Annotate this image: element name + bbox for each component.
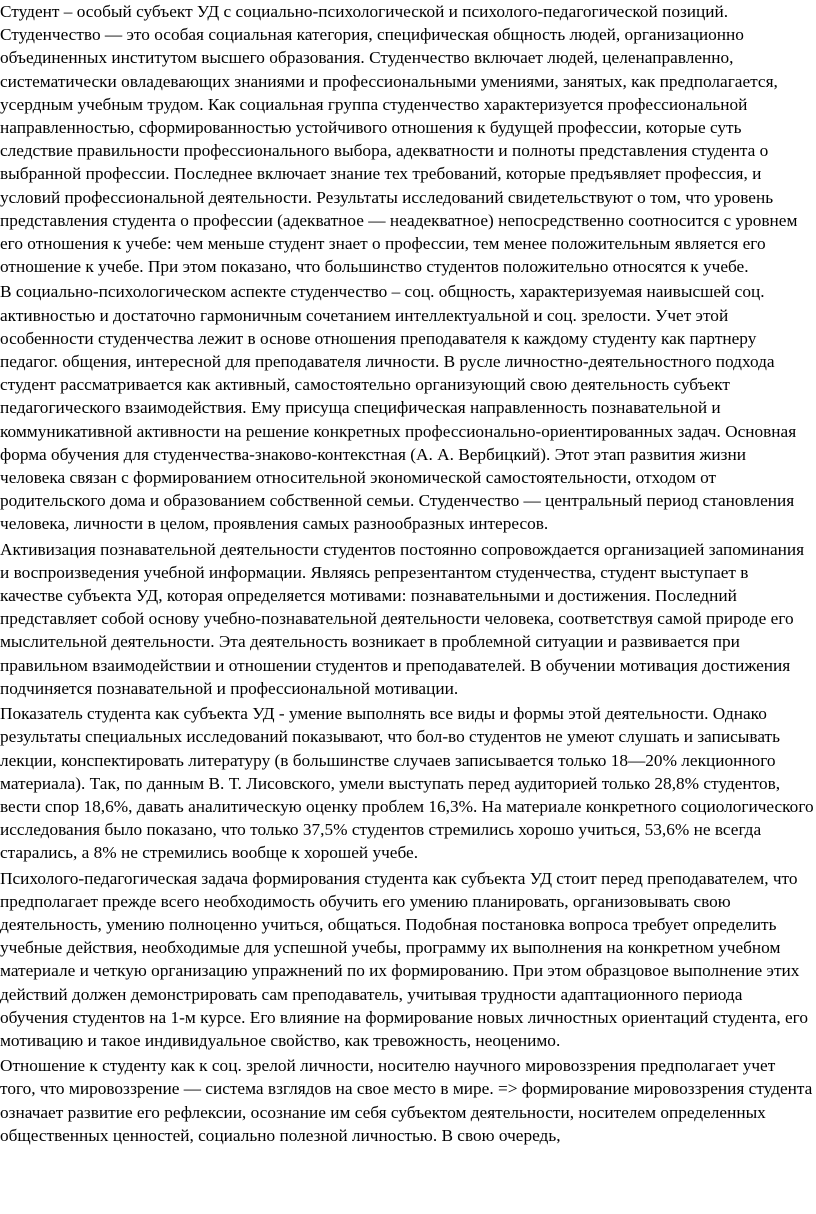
- paragraph-learning-skills-indicator: Показатель студента как субъекта УД - умение выполнять все виды и формы этой деятельности. Однако результаты специальных исследований показывают, что бол-во студентов не умеют слушать и записывать лекции, конспектировать литературу (в большинстве случаев записывается только 18—20% лекционного материала). Так, по данным В. Т. Лисовского, умели выступать перед аудиторией только 28,8% студентов, вести спор 18,6%, давать аналитическую оценку проблем 16,3%. На материале конкретного социологического исследования было показано, что только 37,5% студентов стремились хорошо учиться, 53,6% не всегда старались, а 8% не стремились вообще к хорошей учебе.: [0, 704, 814, 863]
- paragraph-worldview: Отношение к студенту как к соц. зрелой личности, носителю научного мировоззрения предполагает учет того, что мировоззрение — система взглядов на свое место в мире. => формирование мировоззрения студента означает развитие его рефлексии, осознание им себя субъектом деятельности, носителем определенных общественных ценностей, социально полезной личностью. В свою очередь,: [0, 1056, 813, 1145]
- paragraph-cognitive-activation: Активизация познавательной деятельности студентов постоянно сопровождается организацией запоминания и воспроизведения учебной информации. Являясь репрезентантом студенчества, студент выступает в качестве субъекта УД, которая определяется мотивами: познавательными и достижения. Последний представляет собой основу учебно-познавательной деятельности человека, соответствуя самой природе его мыслительной деятельности. Эта деятельность возникает в проблемной ситуации и развивается при правильном взаимодействии и отношении студентов и преподавателей. В обучении мотивация достижения подчиняется познавательной и профессиональной мотивации.: [0, 539, 805, 698]
- paragraph-psych-pedagogical-task: Психолого-педагогическая задача формирования студента как субъекта УД стоит перед преподавателем, что предполагает прежде всего необходимость обучить его умению планировать, организовывать свою деятельность, умению полноценно учиться, общаться. Подобная постановка вопроса требует определить учебные действия, необходимые для успешной учебы, программу их выполнения на конкретном учебном материале и четкую организацию упражнений по их формированию. При этом образцовое выполнение этих действий должен демонстрировать сам преподаватель, учитывая трудности адаптационного периода обучения студентов на 1-м курсе. Его влияние на формирование новых личностных ориентаций студента, его мотивацию и такое индивидуальное свойство, как тревожность, неоценимо.: [0, 868, 808, 1050]
- paragraph-social-psychological-aspect: В социально-психологическом аспекте студенчество – соц. общность, характеризуемая наивысшей соц. активностью и достаточно гармоничным сочетанием интеллектуальной и соц. зрелости. Учет этой особенности студенчества лежит в основе отношения преподавателя к каждому студенту как партнеру педагог. общения, интересной для преподавателя личности. В русле личностно-деятельностного подхода студент рассматривается как активный, самостоятельно организующий свою деятельность субъект педагогического взаимодействия. Ему присуща специфическая направленность познавательной и коммуникативной активности на решение конкретных профессионально-ориентированных задач. Основная форма обучения для студенчества-знаково-контекстная (А. А. Вербицкий). Этот этап развития жизни человека связан с формированием относительной экономической самостоятельности, отходом от родительского дома и образованием собственной семьи. Студенчество — центральный период становления человека, личности в целом, проявления самых разнообразных интересов.: [0, 282, 797, 534]
- paragraph-student-subject: Студент – особый субъект УД с социально-психологической и психолого-педагогической позиций. Студенчество — это особая социальная категория, специфическая общность людей, организационно объединенных институтом высшего образования. Студенчество включает людей, целенаправленно, систематически овладевающих знаниями и профессиональными умениями, занятых, как предполагается, усердным учебным трудом. Как социальная группа студенчество характеризуется профессиональной направленностью, сформированностью устойчивого отношения к будущей профессии, которые суть следствие правильности профессионального выбора, адекватности и полноты представления студента о выбранной профессии. Последнее включает знание тех требований, которые предъявляет профессия, и условий профессиональной деятельности. Результаты исследований свидетельствуют о том, что уровень представления студента о профессии (адекватное — неадекватное) непосредственно соотносится с уровнем его отношения к учебе: чем меньше студент знает о профессии, тем менее положительным является его отношение к учебе. При этом показано, что большинство студентов положительно относятся к учебе.: [0, 2, 798, 277]
